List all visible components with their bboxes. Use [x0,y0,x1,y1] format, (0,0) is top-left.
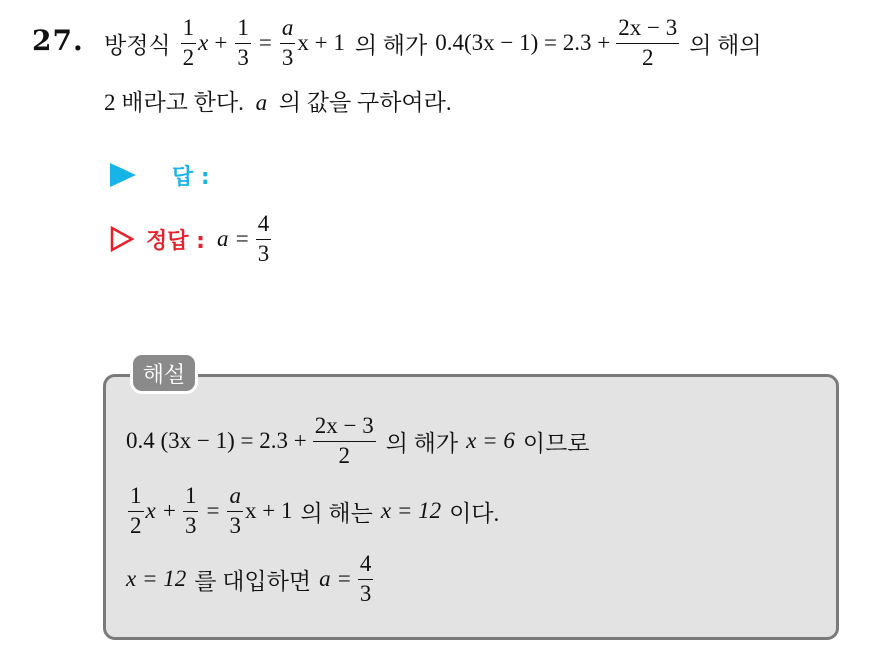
question-line2-a: 2 배라고 한다. [104,90,244,115]
question-line2-b: 의 값을 구하여라. [278,90,452,115]
fraction-numerator: a [227,484,243,511]
fraction-numerator: 1 [183,484,199,511]
eq1-equals: = [258,30,272,55]
question-line-1 [104,10,762,76]
fraction-denominator: 3 [229,512,241,538]
question-end-text: 의 해의 [689,32,762,58]
solution-label: 정답 : [146,228,205,254]
fraction-denominator: 3 [281,44,294,70]
eq1-fraction-3 [280,16,296,69]
question-line2-var: a [255,90,268,115]
exp-line3-fraction [358,552,374,605]
explanation-tab: 해설 [130,352,198,394]
explanation-line-1 [126,408,590,474]
eq1-variable-x: x [198,30,209,55]
fraction-denominator: 2 [130,512,142,538]
fraction-denominator: 3 [359,580,372,606]
exp-line1-fraction [313,414,376,467]
exp-line2-text: 의 해는 [300,500,373,526]
exp-line2-eq: x = 12 [380,498,442,523]
exp-line3-lhs: a = [319,566,352,591]
exp-line1-text: 의 해가 [385,430,459,456]
exp-line1-eq: x = 6 [466,428,515,453]
exp-line1-left: 0.4 (3x − 1) = 2.3 + [126,428,307,453]
solution-fraction [256,212,272,265]
fraction-numerator: 1 [235,16,251,43]
fraction-denominator: 2 [641,44,654,70]
fraction-numerator: 4 [256,212,272,239]
fraction-numerator: 2x − 3 [616,16,679,43]
eq1-plus: + [214,30,228,55]
fraction-denominator: 2 [338,442,350,468]
fraction-numerator: 1 [181,16,197,43]
eq1-fraction-1 [181,16,197,69]
exp-line2-fraction-3 [227,484,243,537]
solution-lhs: a = [216,226,250,251]
solution-row [110,208,273,270]
exp-line2-fraction-1 [128,484,144,537]
question-number: 27. [32,24,84,57]
play-triangle-icon [110,163,136,187]
fraction-numerator: 4 [358,552,374,579]
fraction-denominator: 2 [182,44,195,70]
exp-line3-eq: x = 12 [126,566,187,591]
fraction-numerator: 1 [128,484,144,511]
exp-line2-equals: = [206,498,220,523]
eq1-fraction-2 [235,16,251,69]
eq1-tail: x + 1 [297,30,345,55]
outline-triangle-icon [110,226,134,252]
question-mid-text: 의 해가 [354,32,428,58]
exp-line1-end: 이므로 [522,430,590,456]
exp-line2-tail: x + 1 [244,498,293,523]
explanation-line-2 [126,478,499,544]
exp-line2-end: 이다. [449,500,500,526]
question-prefix: 방정식 [104,32,171,58]
eq2-left: 0.4(3x − 1) = 2.3 + [435,30,611,55]
eq2-fraction [616,16,679,69]
fraction-numerator: a [280,16,296,43]
fraction-denominator: 3 [257,240,270,266]
question-line-2 [104,84,452,117]
explanation-line-3 [126,546,375,612]
answer-row [110,158,210,192]
answer-label: 답 : [172,164,210,190]
fraction-denominator: 3 [184,512,197,538]
exp-line3-text: 를 대입하면 [194,568,312,594]
fraction-denominator: 3 [237,44,249,70]
exp-line2-x: x + [145,498,177,523]
fraction-numerator: 2x − 3 [313,414,376,441]
exp-line2-fraction-2 [183,484,199,537]
